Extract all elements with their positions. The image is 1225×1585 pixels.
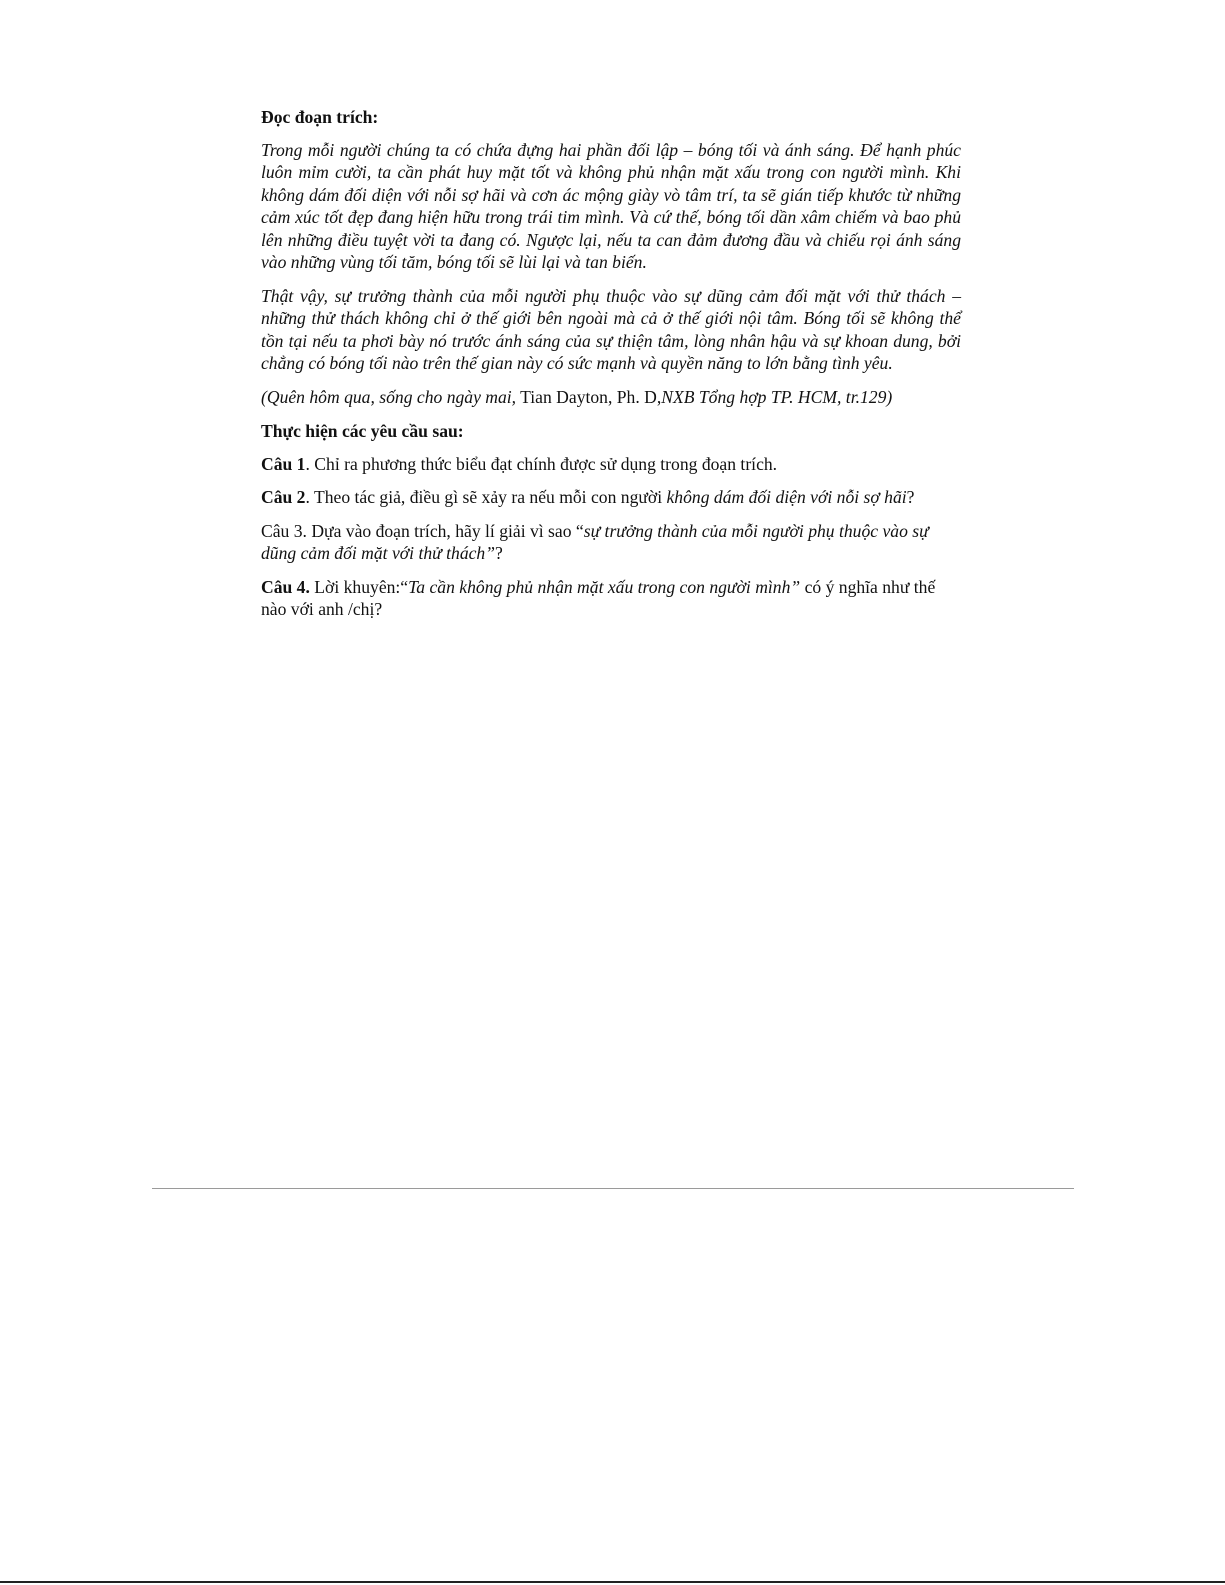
bottom-border: [0, 1581, 1225, 1583]
question-2-emphasis: không dám đối diện với nỗi sợ hãi: [666, 487, 907, 507]
reading-heading: Đọc đoạn trích:: [261, 107, 379, 127]
question-3: [261, 520, 961, 565]
citation: [261, 386, 961, 409]
question-3-text: Câu 3. Dựa vào đoạn trích, hãy lí giải vì sao “: [261, 520, 584, 541]
citation-title: (Quên hôm qua, sống cho ngày mai,: [261, 386, 517, 407]
citation-author: Tian Dayton, Ph. D,: [516, 386, 662, 407]
question-2-label: Câu 2: [261, 487, 306, 507]
question-4: [261, 576, 961, 621]
document-content: [261, 106, 961, 632]
question-1-label: Câu 1: [261, 453, 306, 474]
question-1-text: . Chỉ ra phương thức biểu đạt chính được sử dụng trong đoạn trích.: [305, 453, 778, 474]
question-4-emphasis: Ta cần không phủ nhận mặt xấu trong con người mình”: [408, 576, 801, 597]
citation-publisher: NXB Tổng hợp TP. HCM, tr.129): [661, 386, 893, 407]
question-4-text: Lời khuyên:“: [309, 576, 409, 597]
passage-paragraph-1: Trong mỗi người chúng ta có chứa đựng hai phần đối lập – bóng tối và ánh sáng. Để hạnh phúc luôn mỉm cười, ta cần phát huy mặt tốt và không phủ nhận mặt xấu trong con người mình. Khi không dám đối diện với nỗi sợ hãi và cơn ác mộng giày vò tâm trí, ta sẽ gián tiếp khước từ những cảm xúc tốt đẹp đang hiện hữu trong trái tim mình. Và cứ thế, bóng tối dần xâm chiếm và bao phủ lên những điều tuyệt vời ta đang có. Ngược lại, nếu ta can đảm đương đầu và chiếu rọi ánh sáng vào những vùng tối tăm, bóng tối sẽ lùi lại và tan biến.: [261, 139, 961, 272]
page-divider: [152, 1188, 1074, 1189]
passage-paragraph-2: Thật vậy, sự trưởng thành của mỗi người phụ thuộc vào sự dũng cảm đối mặt với thử thách – những thử thách không chỉ ở thế giới bên ngoài mà cả ở thế giới nội tâm. Bóng tối sẽ không thể tồn tại nếu ta phơi bày nó trước ánh sáng của sự thiện tâm, lòng nhân hậu và sự khoan dung, bởi chẳng có bóng tối nào trên thế gian này có sức mạnh và quyền năng to lớn bằng tình yêu.: [261, 285, 961, 373]
question-4-end: có ý nghĩa như thế nào với anh /chị?: [261, 576, 936, 619]
question-3-end: ?: [495, 543, 503, 563]
question-4-label: Câu 4.: [261, 576, 310, 597]
question-1: [261, 453, 961, 476]
question-3-emphasis: sự trưởng thành của mỗi người phụ thuộc vào sự dũng cảm đối mặt với thử thách”: [261, 520, 929, 563]
tasks-heading: Thực hiện các yêu cầu sau:: [261, 421, 464, 441]
question-2-text: . Theo tác giả, điều gì sẽ xảy ra nếu mỗi con người: [305, 487, 667, 507]
question-2-end: ?: [906, 487, 915, 507]
question-2: [261, 486, 961, 509]
